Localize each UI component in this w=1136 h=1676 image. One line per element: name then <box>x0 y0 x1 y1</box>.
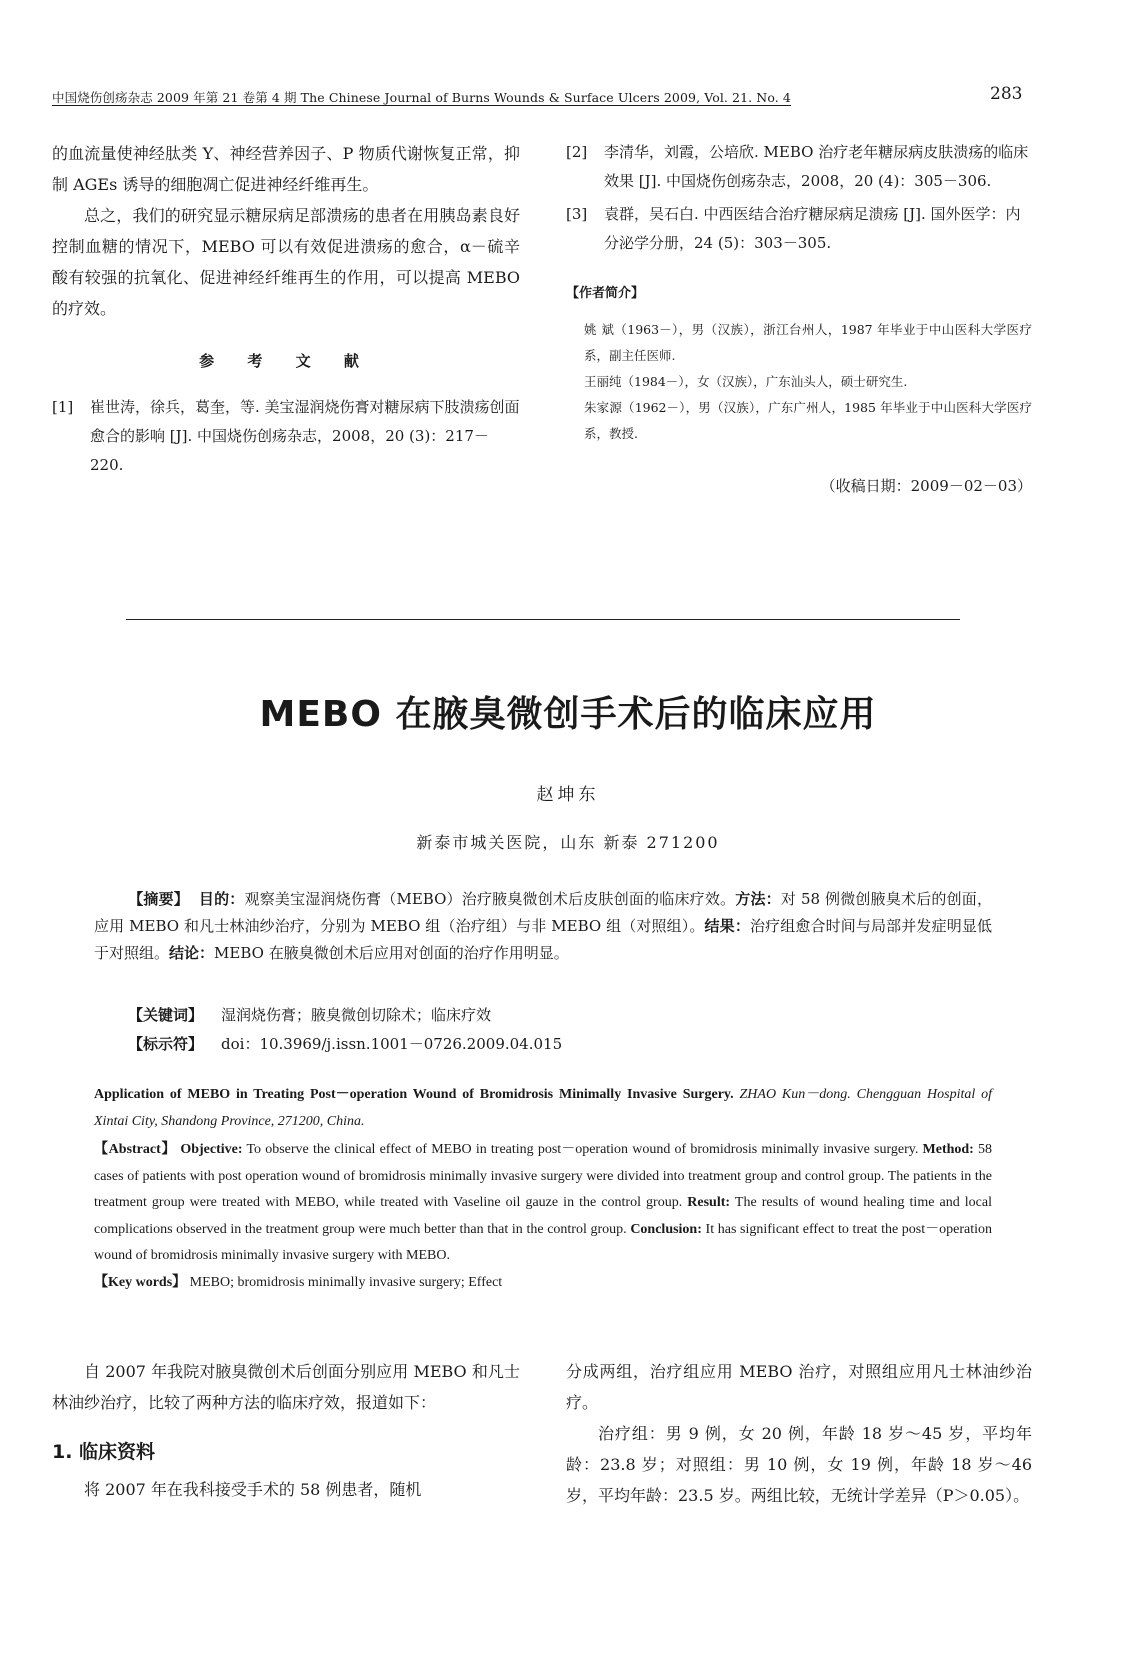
english-abstract-label: 【Abstract】 <box>94 1142 177 1157</box>
reference-text: 袁群，吴石白. 中西医结合治疗糖尿病足溃疡 [J]. 国外医学：内分泌学分册，24 (5)：303－305. <box>604 205 1021 252</box>
reference-item <box>566 200 1032 258</box>
abstract-chinese <box>94 886 992 967</box>
section-heading: 1. 临床资料 <box>52 1441 156 1463</box>
method-text: 对 58 例微创腋臭术后的创面，应用 MEBO 和凡士林油纱治疗，分别为 MEBO 组（治疗组）与非 MEBO 组（对照组）。 <box>94 890 992 935</box>
english-objective-text: To observe the clinical effect of MEBO in treating post－operation wound of bromidrosis minimally invasive surgery. <box>246 1142 919 1157</box>
author-bio: 王丽纯（1984－），女（汉族），广东汕头人，硕士研究生. <box>584 374 908 389</box>
english-result-label: Result: <box>687 1195 731 1210</box>
keywords-label: 【关键词】 <box>128 1006 204 1024</box>
reference-text: 李清华，刘霞，公培欣. MEBO 治疗老年糖尿病皮肤溃疡的临床效果 [J]. 中国烧伤创疡杂志，2008，20 (4)：305－306. <box>604 143 1029 190</box>
english-objective-label: Objective: <box>180 1142 243 1157</box>
article-divider <box>126 619 960 620</box>
reference-number: [3] <box>566 205 588 223</box>
doi-row <box>128 1033 562 1054</box>
prev-article-left-column <box>52 138 520 480</box>
abstract-label: 【摘要】 <box>128 890 189 908</box>
english-keywords-label: 【Key words】 <box>94 1274 187 1290</box>
objective-text: 观察美宝湿润烧伤膏（MEBO）治疗腋臭微创术后皮肤创面的临床疗效。 <box>244 890 736 908</box>
article-affiliation: 新泰市城关医院，山东 新泰 271200 <box>416 833 720 852</box>
doi-text: doi：10.3969/j.issn.1001－0726.2009.04.015 <box>221 1035 563 1053</box>
references-title: 参 考 文 献 <box>199 352 373 370</box>
author-bio: 朱家源（1962－），男（汉族），广东广州人，1985 年毕业于中山医科大学医疗系，教授. <box>584 400 1032 441</box>
reference-number: [1] <box>52 398 74 416</box>
english-method-text: 58 cases of patients with post operation wound of bromidrosis minimally invasive surgery were divided into treatment group and control group. The patients in the treatment group were treated with MEBO, while treated with Vaseline oil gauze in the control group. <box>94 1142 993 1210</box>
english-result-text: The results of wound healing time and local complications observed in the treatment group were much better than that in the control group. <box>94 1195 992 1237</box>
english-conclusion-text: It has significant effect to treat the post－operation wound of bromidrosis minimally invasive surgery with MEBO. <box>94 1221 993 1263</box>
article-author: 赵坤东 <box>536 785 600 805</box>
reference-item <box>566 138 1032 196</box>
result-label: 结果： <box>704 917 750 935</box>
reference-item <box>52 393 520 480</box>
running-head: 中国烧伤创疡杂志 2009 年第 21 卷第 4 期 The Chinese Journal of Burns Wounds & Surface Ulcers 2009, Vol. 21. No. 4 <box>52 90 791 105</box>
prev-article-paragraph: 的血流量使神经肽类 Y、神经营养因子、P 物质代谢恢复正常，抑制 AGEs 诱导的细胞凋亡促进神经纤维再生。 <box>52 144 520 194</box>
english-title: Application of MEBO in Treating Post－operation Wound of Bromidrosis Minimally Invasive Surgery. <box>94 1087 734 1102</box>
english-conclusion-label: Conclusion: <box>630 1221 702 1237</box>
section-paragraph: 将 2007 年在我科接受手术的 58 例患者，随机 <box>84 1480 422 1499</box>
body-paragraph: 治疗组：男 9 例，女 20 例，年龄 18 岁～45 岁，平均年龄：23.8 岁；对照组：男 10 例，女 19 例，年龄 18 岁～46 岁，平均年龄：23.5 岁。两组比较，无统计学差异（P＞0.05）。 <box>566 1424 1032 1505</box>
abstract-english <box>94 1082 992 1296</box>
doi-label: 【标示符】 <box>128 1035 204 1053</box>
reference-number: [2] <box>566 143 588 161</box>
conclusion-text: MEBO 在腋臭微创术后应用对创面的治疗作用明显。 <box>214 944 569 962</box>
english-author-affiliation: ZHAO Kun－dong. Chengguan Hospital of Xintai City, Shandong Province, 271200, China. <box>94 1087 992 1129</box>
body-left-column <box>52 1356 520 1505</box>
prev-article-conclusion: 总之，我们的研究显示糖尿病足部溃疡的患者在用胰岛素良好控制血糖的情况下，MEBO 可以有效促进溃疡的愈合，α－硫辛酸有较强的抗氧化、促进神经纤维再生的作用，可以提高 MEBO 的疗效。 <box>52 206 520 318</box>
page-number: 283 <box>990 84 1023 104</box>
objective-label: 目的： <box>198 890 245 908</box>
keywords-row <box>128 1004 491 1025</box>
result-text: 治疗组愈合时间与局部并发症明显低于对照组。 <box>94 917 992 962</box>
author-intro-title: 【作者简介】 <box>566 286 645 301</box>
conclusion-label: 结论： <box>169 944 215 962</box>
body-paragraph: 分成两组，治疗组应用 MEBO 治疗，对照组应用凡士林油纱治疗。 <box>566 1362 1032 1412</box>
method-label: 方法： <box>735 890 781 908</box>
body-right-column <box>566 1356 1032 1511</box>
article-title: MEBO 在腋臭微创手术后的临床应用 <box>259 694 877 735</box>
keywords-text: 湿润烧伤膏；腋臭微创切除术；临床疗效 <box>221 1006 492 1024</box>
reference-text: 崔世涛，徐兵，葛奎，等. 美宝湿润烧伤膏对糖尿病下肢溃疡创面愈合的影响 [J]. 中国烧伤创疡杂志，2008，20 (3)：217－220. <box>90 398 520 474</box>
prev-article-right-column <box>566 138 1032 502</box>
english-method-label: Method: <box>922 1142 974 1157</box>
received-date: （收稿日期：2009－02－03） <box>820 477 1032 495</box>
english-keywords-text: MEBO; bromidrosis minimally invasive surgery; Effect <box>189 1274 503 1290</box>
author-bio: 姚 斌（1963－），男（汉族），浙江台州人，1987 年毕业于中山医科大学医疗系，副主任医师. <box>584 322 1032 363</box>
intro-paragraph: 自 2007 年我院对腋臭微创术后创面分别应用 MEBO 和凡士林油纱治疗，比较了两种方法的临床疗效，报道如下： <box>52 1362 520 1412</box>
